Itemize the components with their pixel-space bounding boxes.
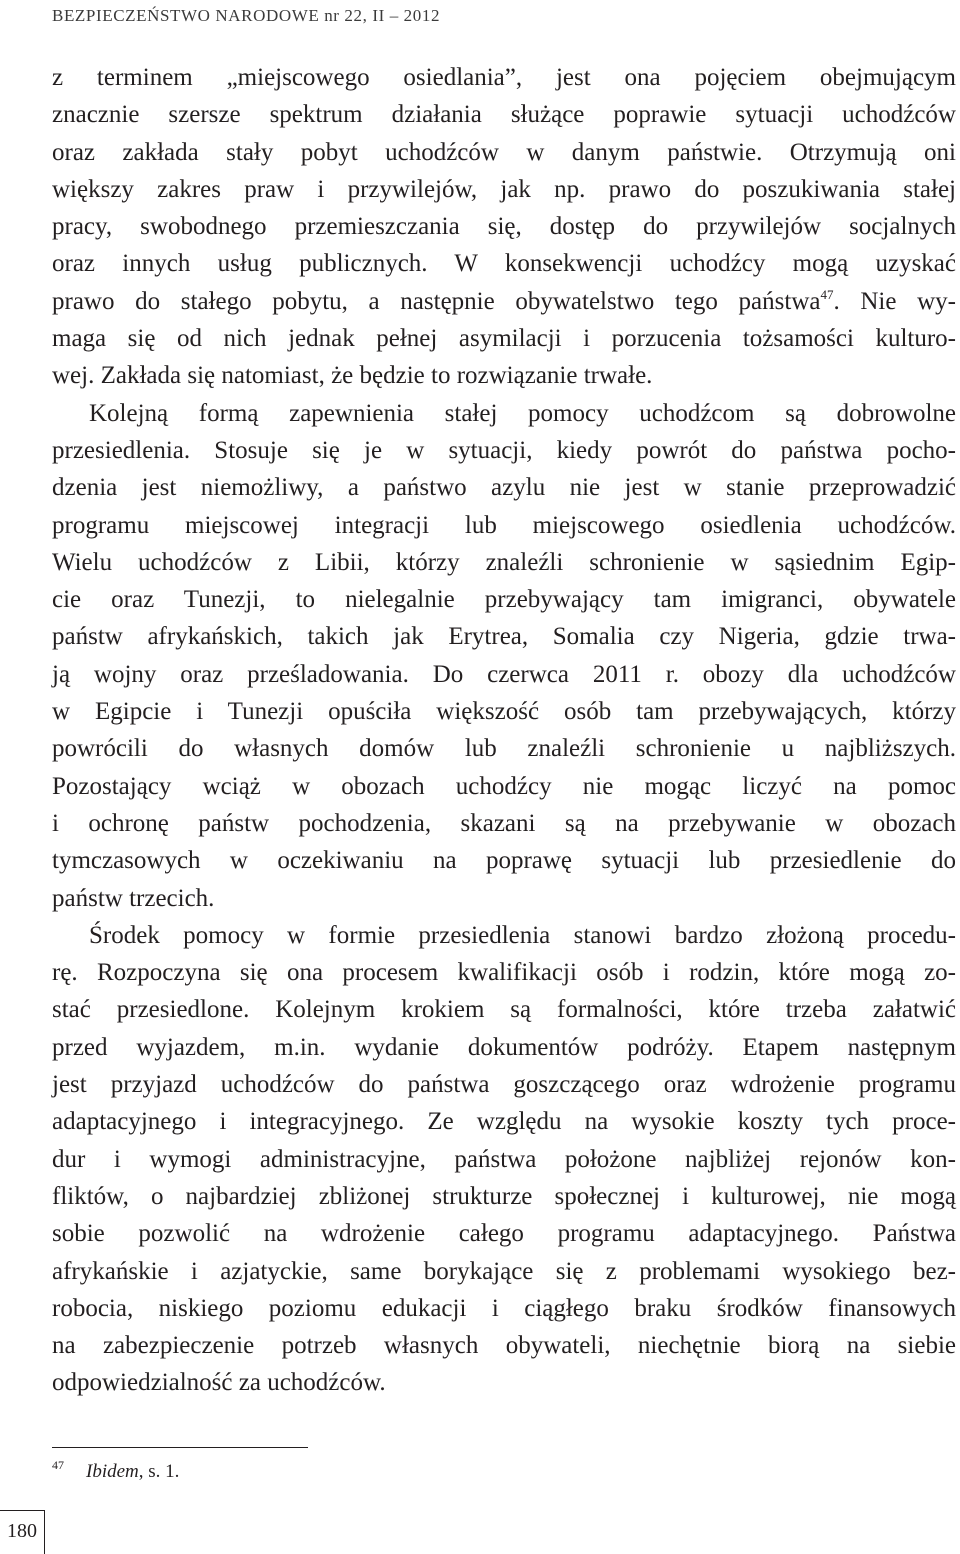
text-line: dur i wymogi administracyjne, państwa położone najbliżej rejonów kon- xyxy=(52,1145,956,1173)
text-line: i ochronę państw pochodzenia, skazani są na przebywanie w obozach xyxy=(52,809,956,837)
text-line: na zabezpieczenie potrzeb własnych obywateli, niechętnie biorą na siebie xyxy=(52,1332,956,1360)
text-line: oraz innych usług publicznych. W konsekwencji uchodźcy mogą uzyskać xyxy=(52,250,956,278)
text-line: Kolejną formą zapewnienia stałej pomocy uchodźcom są dobrowolne xyxy=(89,399,956,427)
text-line: wej. Zakłada się natomiast, że będzie to rozwiązanie trwałe. xyxy=(52,362,653,390)
text-line: powrócili do własnych domów lub znaleźli schronienie u najbliższych. xyxy=(52,735,956,763)
footnote-reference[interactable]: 47 xyxy=(820,286,834,302)
text-line: jest przyjazd uchodźców do państwa goszczącego oraz wdrożenie programu xyxy=(52,1071,956,1099)
paragraph xyxy=(52,395,956,917)
text-line: maga się od nich jednak pełnej asymilacji i porzucenia tożsamości kulturo- xyxy=(52,325,956,353)
text-line: Pozostający wciąż w obozach uchodźcy nie mogąc liczyć na pomoc xyxy=(52,772,956,800)
running-header: BEZPIECZEŃSTWO NARODOWE nr 22, II – 2012 xyxy=(52,6,441,25)
main-text xyxy=(52,59,956,1402)
text-line: sobie pozwolić na wdrożenie całego programu adaptacyjnego. Państwa xyxy=(52,1220,956,1248)
text-line: cie oraz Tunezji, to nielegalnie przebywający tam imigranci, obywatele xyxy=(52,586,956,614)
text-segment: prawo do stałego pobytu, a następnie obywatelstwo tego państwa xyxy=(52,287,821,315)
footnote-separator xyxy=(52,1447,308,1448)
paragraph xyxy=(52,59,956,395)
text-line: z terminem „miejscowego osiedlania”, jest ona pojęciem obejmującym xyxy=(52,64,956,91)
text-line: robocia, niskiego poziomu edukacji i ciągłego braku środków finansowych xyxy=(52,1294,956,1322)
text-line: dzenia jest niemożliwy, a państwo azylu nie jest w stanie przeprowadzić xyxy=(52,474,956,502)
text-line: Środek pomocy w formie przesiedlenia stanowi bardzo złożoną procedu- xyxy=(89,921,956,949)
text-line: pracy, swobodnego przemieszczania się, dostęp do przywilejów socjalnych xyxy=(52,213,956,241)
text-line: w Egipcie i Tunezji opuściła większość osób tam przebywających, którzy xyxy=(52,698,956,726)
text-line: państw trzecich. xyxy=(52,884,215,912)
text-line: Wielu uchodźców z Libii, którzy znaleźli schronienie w sąsiednim Egip- xyxy=(52,548,956,576)
text-line: afrykańskie i azjatyckie, same borykające się z problemami wysokiego bez- xyxy=(52,1257,956,1285)
footnote xyxy=(52,1458,179,1483)
text-line: przesiedlenia. Stosuje się je w sytuacji, kiedy powrót do państwa pocho- xyxy=(52,436,956,464)
text-segment: . Nie wy- xyxy=(833,287,956,315)
page-number: 180 xyxy=(0,1510,45,1554)
text-line: adaptacyjnego i integracyjnego. Ze względu na wysokie koszty tych proce- xyxy=(52,1108,956,1136)
text-line: fliktów, o najbardziej zbliżonej strukturze społecznej i kulturowej, nie mogą xyxy=(52,1182,956,1210)
text-line: większy zakres praw i przywilejów, jak np. prawo do poszukiwania stałej xyxy=(52,175,956,203)
paragraph xyxy=(52,917,956,1402)
text-line: programu miejscowej integracji lub miejscowego osiedlenia uchodźców. xyxy=(52,511,956,539)
footnote-number: 47 xyxy=(52,1458,64,1472)
text-line: stać przesiedlone. Kolejnym krokiem są formalności, które trzeba załatwić xyxy=(52,996,956,1024)
text-line: ją wojny oraz prześladowania. Do czerwca 2011 r. obozy dla uchodźców xyxy=(52,660,956,688)
footnote-text: , s. 1. xyxy=(138,1461,180,1482)
text-line: znacznie szersze spektrum działania służące poprawie sytuacji uchodźców xyxy=(52,101,956,129)
text-line: przed wyjazdem, m.in. wydanie dokumentów podróży. Etapem następnym xyxy=(52,1033,956,1061)
text-line: rę. Rozpoczyna się ona procesem kwalifikacji osób i rodzin, które mogą zo- xyxy=(52,959,956,987)
text-line: państw afrykańskich, takich jak Erytrea, Somalia czy Nigeria, gdzie trwa- xyxy=(52,623,956,651)
text-line xyxy=(52,283,956,320)
text-line: oraz zakłada stały pobyt uchodźców w danym państwie. Otrzymują oni xyxy=(52,138,956,166)
text-line: odpowiedzialność za uchodźców. xyxy=(52,1369,386,1397)
footnote-source: Ibidem xyxy=(86,1461,139,1482)
text-line: tymczasowych w oczekiwaniu na poprawę sytuacji lub przesiedlenie do xyxy=(52,847,956,875)
